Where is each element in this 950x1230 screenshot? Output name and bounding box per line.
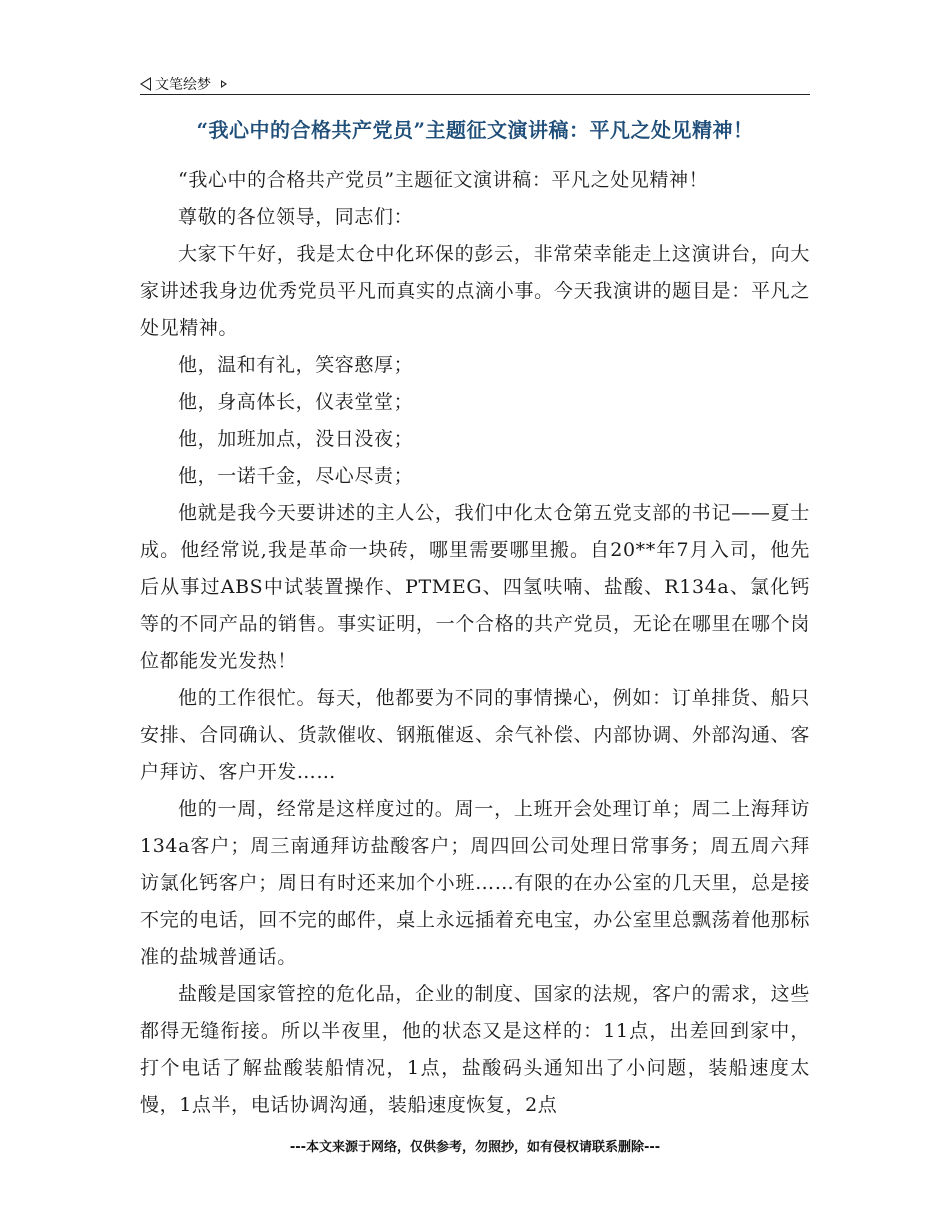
paragraph: 他，温和有礼，笑容憨厚； (178, 354, 414, 376)
paragraph: 他就是我今天要讲述的主人公，我们中化太仓第五党支部的书记——夏士成。他经常说,我是革命一块砖，哪里需要哪里搬。自20**年7月入司，他先后从事过ABS中试装置操作、PTMEG、四氢呋喃、盐酸、R134a、氯化钙等的不同产品的销售。事实证明，一个合格的共产党员，无论在哪里在哪个岗位都能发光发热！ (140, 502, 810, 672)
brand (140, 74, 227, 94)
paragraph: 他的工作很忙。每天，他都要为不同的事情操心，例如：订单排货、船只安排、合同确认、货款催收、钢瓶催返、余气补偿、内部协调、外部沟通、客户拜访、客户开发…… (140, 687, 810, 783)
paragraph: 他的一周，经常是这样度过的。周一，上班开会处理订单；周二上海拜访134a客户；周三南通拜访盐酸客户；周四回公司处理日常事务；周五周六拜访氯化钙客户；周日有时还来加个小班……有限的在办公室的几天里，总是接不完的电话，回不完的邮件，桌上永远插着充电宝，办公室里总飘荡着他那标准的盐城普通话。 (140, 798, 810, 968)
triangle-left-icon (140, 77, 151, 91)
paragraph: 大家下午好，我是太仓中化环保的彭云，非常荣幸能走上这演讲台，向大家讲述我身边优秀党员平凡而真实的点滴小事。今天我演讲的题目是：平凡之处见精神。 (140, 243, 810, 339)
brand-name: 文笔绘梦 (155, 77, 211, 93)
paragraph: 他，一诺千金，尽心尽责； (178, 465, 414, 487)
triangle-right-icon (221, 80, 227, 88)
paragraph: 他，加班加点，没日没夜； (178, 428, 414, 450)
page-header (140, 72, 810, 95)
paragraph: 他，身高体长，仪表堂堂； (178, 391, 414, 413)
footer-notice: ---本文来源于网络，仅供参考，勿照抄，如有侵权请联系删除--- (289, 1140, 661, 1155)
paragraph: “我心中的合格共产党员”主题征文演讲稿：平凡之处见精神！ (178, 169, 709, 191)
paragraph: 尊敬的各位领导，同志们： (178, 206, 414, 228)
paragraph: 盐酸是国家管控的危化品，企业的制度、国家的法规，客户的需求，这些都得无缝衔接。所以半夜里，他的状态又是这样的：11点，出差回到家中，打个电话了解盐酸装船情况，1点，盐酸码头通知出了小问题，装船速度太慢，1点半，电话协调沟通，装船速度恢复，2点 (140, 983, 810, 1116)
document-body (140, 162, 810, 1124)
document-title: “我心中的合格共产党员”主题征文演讲稿：平凡之处见精神！ (196, 118, 754, 142)
